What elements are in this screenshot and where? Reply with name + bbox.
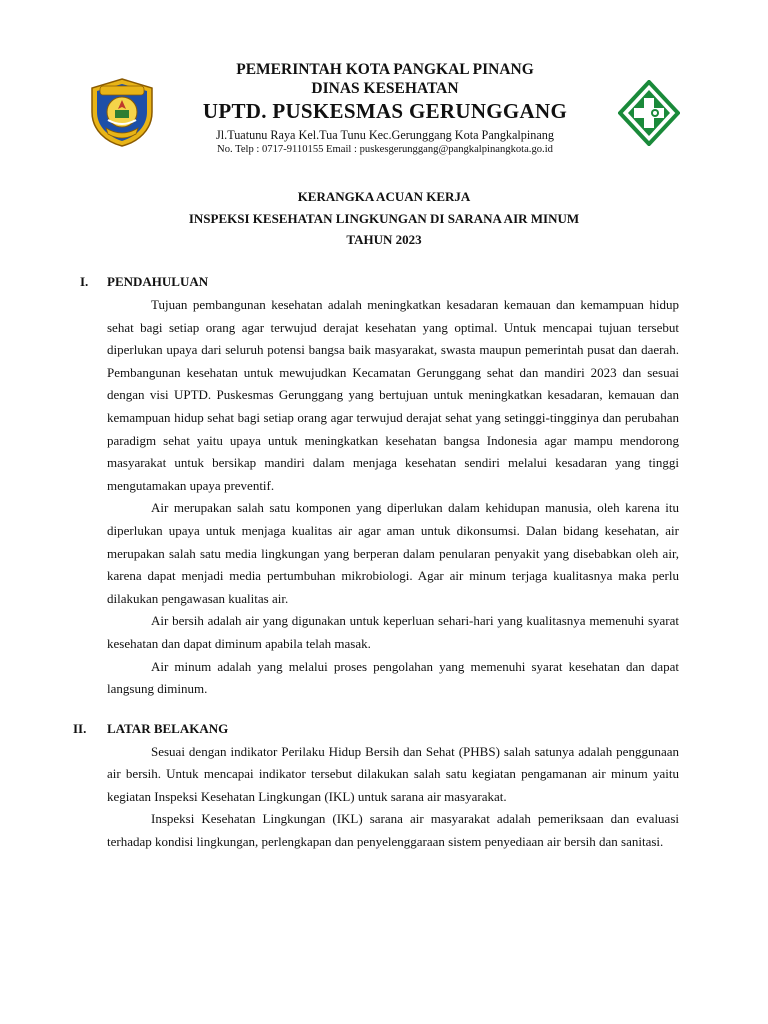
document-body [0, 274, 768, 854]
letterhead [0, 0, 768, 170]
header-institution: UPTD. PUSKESMAS GERUNGGANG [202, 99, 568, 123]
section-number: II. [73, 720, 87, 736]
document-title [0, 186, 768, 251]
section-title: LATAR BELAKANG [107, 720, 229, 736]
paragraph: Air bersih adalah air yang digunakan untuk keperluan sehari-hari yang kualitasnya memenuhi syarat kesehatan dan dapat diminum apabila telah masak. [107, 613, 679, 651]
section-number: I. [80, 274, 89, 289]
paragraph: Inspeksi Kesehatan Lingkungan (IKL) sarana air masyarakat adalah pemeriksaan dan evaluasi terhadap kondisi lingkungan, perlengkapan dan penyelenggaraan sistem penyediaan air bersih dan sanitasi. [107, 811, 679, 850]
section-title: PENDAHULUAN [107, 274, 209, 289]
header-department: DINAS KESEHATAN [311, 80, 459, 97]
paragraph: Tujuan pembangunan kesehatan adalah meningkatkan kesadaran kemauan dan kemampuan hidup sehat bagi setiap orang agar terwujud derajat kesehatan yang optimal. Untuk mencapai tujuan tersebut diperlukan upaya dari seluruh potensi bangsa baik masyarakat, swasta maupun pemerintah pusat dan daerah. Pembangunan kesehatan untuk mewujudkan Kecamatan Gerunggang sehat dan mandiri 2023 dan sesuai dengan visi UPTD. Puskesmas Gerunggang yang bertujuan untuk meningkatkan kesadaran, kemauan dan kemampuan hidup sehat bagi setiap orang agar terwujud derajat sehat yang setinggi-tingginya dan perubahan paradigm sehat yaitu upaya untuk meningkatkan kesehatan bangsa Indonesia agar mampu mendorong masyarakat untuk bersikap mandiri dalam menjaga kesehatan sendiri melalui kesadaran yang tinggi mengutamakan upaya preventif. [107, 297, 679, 493]
section-heading-2 [0, 721, 768, 741]
title-line-3: TAHUN 2023 [346, 232, 422, 247]
puskesmas-logo-icon [618, 80, 680, 146]
section-heading-1 [0, 274, 768, 294]
city-seal-icon [86, 76, 158, 148]
header-address: Jl.Tuatunu Raya Kel.Tua Tunu Kec.Gerunggang Kota Pangkalpinang [216, 128, 554, 142]
paragraph: Sesuai dengan indikator Perilaku Hidup Bersih dan Sehat (PHBS) salah satunya adalah penggunaan air bersih. Untuk mencapai indikator tersebut dilakukan salah satu kegiatan pengamanan air minum yaitu kegiatan Inspeksi Kesehatan Lingkungan (IKL) untuk sarana air masyarakat. [107, 743, 679, 804]
title-line-2: INSPEKSI KESEHATAN LINGKUNGAN DI SARANA AIR MINUM [188, 210, 580, 226]
title-line-1: KERANGKA ACUAN KERJA [297, 189, 471, 204]
header-contact: No. Telp : 0717-9110155 Email : puskesgerunggang@pangkalpinangkota.go.id [217, 144, 553, 155]
header-government: PEMERINTAH KOTA PANGKAL PINANG [236, 61, 534, 78]
paragraph: Air minum adalah yang melalui proses pengolahan yang memenuhi syarat kesehatan dan dapat langsung diminum. [107, 658, 679, 697]
paragraph: Air merupakan salah satu komponen yang diperlukan dalam kehidupan manusia, oleh karena itu diperlukan upaya untuk menjaga kualitas air agar aman untuk dikonsumsi. Dalan bidang kesehatan, air merupakan salah satu media lingkungan yang berperan dalam penularan penyakit yang disebabkan oleh air, karena dapat menjadi media pertumbuhan mikrobiologi. Agar air minum terjaga kualitasnya maka perlu dilakukan pengawasan kualitas air. [107, 500, 679, 606]
